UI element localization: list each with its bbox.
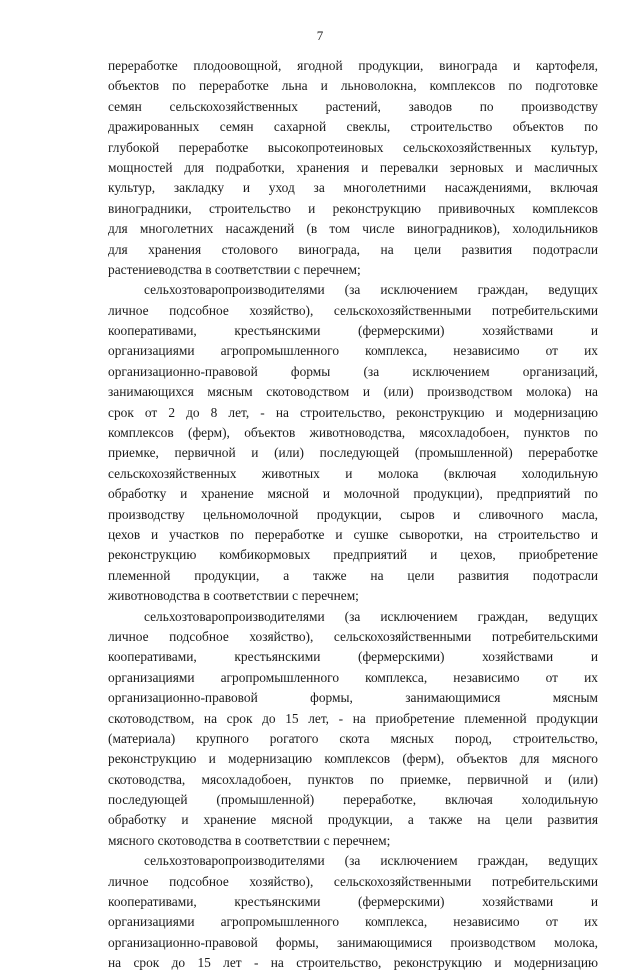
text-line: мощностей для подработки, хранения и перевалки зерновых и масличных (108, 159, 598, 175)
page-number: 7 (316, 28, 324, 43)
text-line: дражированных семян сахарной свеклы, строительство объектов по (108, 119, 598, 135)
text-line: реконструкцию и модернизацию комплексов (ферм), объектов для мясного (108, 751, 598, 767)
text-line: (материала) крупного рогатого скота мясных пород, строительство, (108, 730, 598, 746)
text-line: сельхозтоваропроизводителями (за исключением граждан, ведущих (144, 282, 598, 298)
text-line: глубокой переработке высокопротеиновых сельскохозяйственных культур, (108, 139, 598, 155)
text-line: сельскохозяйственных животных и молока (включая холодильную (108, 465, 598, 481)
text-line: приемке, первичной и (или) последующей (промышленной) переработке (108, 445, 598, 461)
text-line: организационно-правовой формы (за исключением организаций, (108, 363, 598, 379)
text-line: объектов по переработке льна и льноволокна, комплексов по подготовке (108, 78, 598, 94)
text-line: личное подсобное хозяйство), сельскохозяйственными потребительскими (108, 873, 598, 889)
text-line: реконструкцию комбикормовых предприятий и цехов, приобретение (108, 547, 598, 563)
text-line: семян сельскохозяйственных растений, заводов по производству (108, 98, 598, 114)
text-line: животноводства в соответствии с перечнем; (108, 588, 359, 604)
text-line: кооперативами, крестьянскими (фермерскими) хозяйствами и (108, 649, 598, 665)
text-line: обработку и хранение мясной и молочной продукции), предприятий по (108, 486, 598, 502)
text-line: организационно-правовой формы, занимающимися мясным (108, 690, 598, 706)
text-line: виноградники, строительство и реконструкцию прививочных комплексов (108, 200, 598, 216)
text-line: обработку и хранение мясной продукции, а также на цели развития (108, 812, 598, 828)
text-line: занимающихся мясным скотоводством и (или) производством молока) на (108, 384, 598, 400)
text-line: культур, закладку и уход за многолетними насаждениями, включая (108, 180, 598, 196)
text-line: переработке плодоовощной, ягодной продукции, винограда и картофеля, (108, 58, 598, 73)
text-line: кооперативами, крестьянскими (фермерскими) хозяйствами и (108, 894, 598, 910)
text-line: организациями агропромышленного комплекса, независимо от их (108, 343, 598, 359)
text-line: срок от 2 до 8 лет, - на строительство, реконструкцию и модернизацию (108, 404, 598, 420)
text-line: личное подсобное хозяйство), сельскохозяйственными потребительскими (108, 302, 598, 318)
text-line: для хранения столового винограда, на цели развития подотрасли (108, 241, 598, 257)
text-line: последующей (промышленной) переработке, включая холодильную (108, 792, 598, 808)
text-line: организациями агропромышленного комплекса, независимо от их (108, 669, 598, 685)
text-line: племенной продукции, а также на цели развития подотрасли (108, 567, 598, 583)
text-line: скотоводства, мясохладобоен, пунктов по приемке, первичной и (или) (108, 771, 598, 787)
text-line: организационно-правовой формы, занимающимися производством молока, (108, 934, 598, 950)
text-line: личное подсобное хозяйство), сельскохозяйственными потребительскими (108, 628, 598, 644)
text-line: на срок до 15 лет - на строительство, реконструкцию и модернизацию (108, 955, 598, 971)
text-line: цехов и участков по переработке и сушке сыворотки, на строительство и (108, 526, 598, 542)
body-text (108, 56, 598, 974)
text-line: сельхозтоваропроизводителями (за исключением граждан, ведущих (144, 853, 598, 869)
text-line: растениеводства в соответствии с перечнем; (108, 261, 361, 277)
text-line: кооперативами, крестьянскими (фермерскими) хозяйствами и (108, 323, 598, 339)
text-line: комплексов (ферм), объектов животноводства, мясохладобоен, пунктов по (108, 425, 598, 441)
text-line: производству цельномолочной продукции, сыров и сливочного масла, (108, 506, 598, 522)
text-line: для многолетних насаждений (в том числе виноградников), холодильников (108, 221, 598, 237)
text-line: сельхозтоваропроизводителями (за исключением граждан, ведущих (144, 608, 598, 624)
text-line: мясного скотоводства в соответствии с перечнем; (108, 832, 391, 848)
text-line: организациями агропромышленного комплекса, независимо от их (108, 914, 598, 930)
text-line: скотоводством, на срок до 15 лет, - на приобретение племенной продукции (108, 710, 598, 726)
